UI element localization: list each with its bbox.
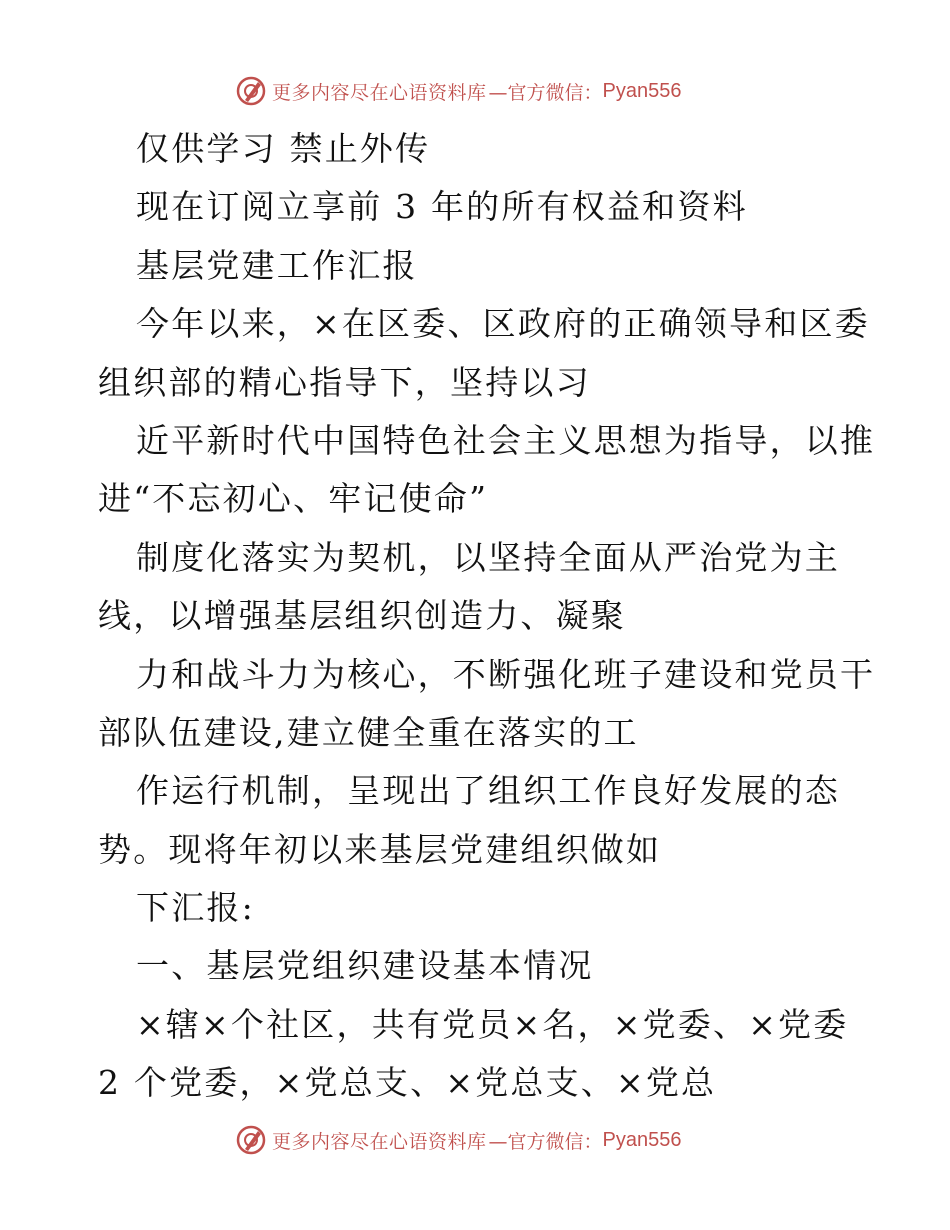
paragraph-line: ×辖×个社区，共有党员×名，×党委、×党委 — [136, 1004, 849, 1044]
pen-circle-icon — [236, 76, 266, 106]
paragraph-line: 部队伍建设,建立健全重在落实的工 — [98, 712, 639, 752]
paragraph-line: 2 个党委，×党总支、×党总支、×党总 — [98, 1063, 717, 1103]
paragraph-line: 力和战斗力为核心，不断强化班子建设和党员干 — [136, 654, 876, 694]
line-restriction: 仅供学习 禁止外传 — [136, 129, 431, 168]
line-subscribe: 现在订阅立享前 3 年的所有权益和资料 — [136, 187, 748, 227]
paragraph-line: 线，以增强基层组织创造力、凝聚 — [98, 596, 626, 636]
watermark-handle: Pyan556 — [602, 79, 682, 102]
document-title: 基层党建工作汇报 — [136, 245, 418, 285]
paragraph-line: 组织部的精心指导下，坚持以习 — [98, 362, 591, 402]
watermark-text: 更多内容尽在心语资料库 — [272, 1130, 487, 1153]
paragraph-line: 势。现将年初以来基层党建组织做如 — [98, 829, 662, 869]
header-watermark — [236, 71, 682, 111]
watermark-text: 更多内容尽在心语资料库 — [272, 81, 487, 104]
pen-circle-icon — [236, 1125, 266, 1155]
paragraph-line: 今年以来，×在区委、区政府的正确领导和区委 — [136, 304, 870, 344]
footer-watermark — [236, 1120, 682, 1160]
paragraph-line: 下汇报: — [136, 888, 255, 928]
watermark-official: —官方微信： — [488, 1130, 603, 1153]
document-body — [98, 120, 876, 1113]
paragraph-line: 近平新时代中国特色社会主义思想为指导，以推 — [136, 420, 876, 460]
paragraph-line: 进“不忘初心、牢记使命” — [98, 479, 489, 519]
watermark-official: —官方微信： — [488, 81, 603, 104]
watermark-handle: Pyan556 — [602, 1128, 682, 1151]
section-heading: 一、基层党组织建设基本情况 — [136, 946, 594, 986]
paragraph-line: 制度化落实为契机，以坚持全面从严治党为主 — [136, 537, 840, 577]
paragraph-line: 作运行机制，呈现出了组织工作良好发展的态 — [136, 771, 840, 811]
